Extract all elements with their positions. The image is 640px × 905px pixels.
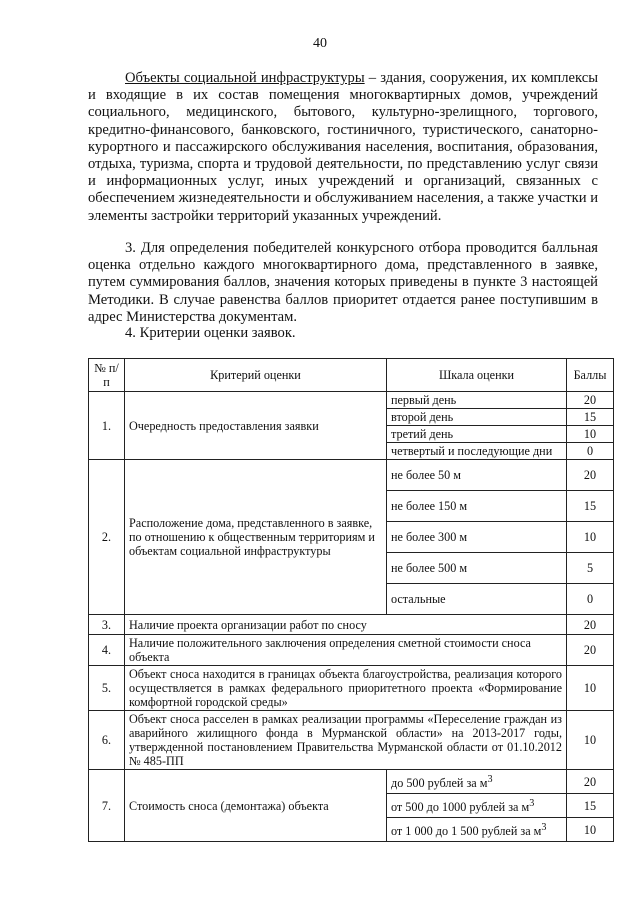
paragraph-social-infrastructure xyxy=(88,70,598,225)
scale-points: 0 xyxy=(567,584,614,615)
paragraph-definition-text: – здания, сооружения, их комплексы и входящие в их состав помещения многоквартирных домов, учреждений социального, медицинского, бытового, культурно-зрелищного, торгового, кредитно-финансового, банковского, гостиничного, туристического, санаторно-курортного и пассажирского обслуживания населения, воспитания, образования, отдыха, туризма, спорта и трудовой деятельности, по представлению услуг связи и информационных услуг, иных учреждений и организаций, связанных с обеспечением жизнедеятельности и обслуживанием населения, а также участки и элементы застройки территорий указанных учреждений. xyxy=(88,70,599,224)
scale-label: четвертый и последующие дни xyxy=(387,443,567,460)
row-criterion: Стоимость сноса (демонтажа) объекта xyxy=(125,770,387,842)
row-num: 7. xyxy=(89,770,125,842)
row-points: 20 xyxy=(567,635,614,666)
table-header-row xyxy=(89,359,614,392)
row-points: 10 xyxy=(567,666,614,711)
header-scale: Шкала оценки xyxy=(387,359,567,392)
scale-label: третий день xyxy=(387,426,567,443)
table-row xyxy=(89,666,614,711)
scale-points: 15 xyxy=(567,409,614,426)
scale-points: 20 xyxy=(567,460,614,491)
row-criterion: Объект сноса находится в границах объекта благоустройства, реализация которого осуществляется в рамках федерального приоритетного проекта «Формирование комфортной городской среды» xyxy=(125,666,567,711)
row-num: 6. xyxy=(89,711,125,770)
table-row xyxy=(89,635,614,666)
row-criterion: Расположение дома, представленного в заявке, по отношению к общественным территориям и объектам социальной инфраструктуры xyxy=(125,460,387,615)
scale-points: 0 xyxy=(567,443,614,460)
page-number: 40 xyxy=(313,36,327,51)
row-criterion: Объект сноса расселен в рамках реализации программы «Переселение граждан из аварийного жилищного фонда в Мурманской области» на 2013-2017 годы, утвержденной постановлением Правительства Мурманской области от 01.10.2012 № 485-ПП xyxy=(125,711,567,770)
table-row xyxy=(89,460,614,491)
scale-label: первый день xyxy=(387,392,567,409)
row-criterion: Наличие проекта организации работ по сносу xyxy=(125,615,567,635)
scale-label xyxy=(387,770,567,794)
scale-unit-sup: 3 xyxy=(529,797,535,809)
scale-label-text: от 500 до 1000 рублей за м xyxy=(391,800,530,815)
scale-points: 20 xyxy=(567,770,614,794)
table-row xyxy=(89,711,614,770)
scale-unit-sup: 3 xyxy=(541,821,547,833)
scale-label: не более 150 м xyxy=(387,491,567,522)
paragraph-scoring-method: 3. Для определения победителей конкурсного отбора проводится балльная оценка отдельно каждого многоквартирного дома, представленного в заявке, путем суммирования баллов, значения которых приведены в пункте 3 настоящей Методики. В случае равенства баллов приоритет отдается ранее поступившим в адрес Министерства документам. xyxy=(88,240,598,325)
scale-points: 10 xyxy=(567,522,614,553)
scale-label: остальные xyxy=(387,584,567,615)
row-criterion: Очередность предоставления заявки xyxy=(125,392,387,460)
row-points: 20 xyxy=(567,615,614,635)
scale-points: 5 xyxy=(567,553,614,584)
scale-points: 10 xyxy=(567,818,614,842)
header-num: № п/п xyxy=(89,359,125,392)
header-criterion: Критерий оценки xyxy=(125,359,387,392)
row-num: 2. xyxy=(89,460,125,615)
scale-unit-sup: 3 xyxy=(487,773,493,785)
scale-label: второй день xyxy=(387,409,567,426)
term-social-infrastructure: Объекты социальной инфраструктуры xyxy=(125,70,365,86)
scale-label xyxy=(387,794,567,818)
table-row xyxy=(89,392,614,409)
criteria-table xyxy=(88,358,614,842)
paragraph-criteria-heading: 4. Критерии оценки заявок. xyxy=(125,325,296,341)
header-points: Баллы xyxy=(567,359,614,392)
scale-label-text: от 1 000 до 1 500 рублей за м xyxy=(391,824,542,839)
scale-points: 15 xyxy=(567,794,614,818)
scale-label: не более 300 м xyxy=(387,522,567,553)
row-num: 1. xyxy=(89,392,125,460)
scale-label xyxy=(387,818,567,842)
scale-points: 10 xyxy=(567,426,614,443)
row-num: 4. xyxy=(89,635,125,666)
row-criterion: Наличие положительного заключения определения сметной стоимости сноса объекта xyxy=(125,635,567,666)
scale-label-text: до 500 рублей за м xyxy=(391,776,488,791)
scale-label: не более 500 м xyxy=(387,553,567,584)
scale-label: не более 50 м xyxy=(387,460,567,491)
scale-points: 15 xyxy=(567,491,614,522)
row-num: 3. xyxy=(89,615,125,635)
row-points: 10 xyxy=(567,711,614,770)
scale-points: 20 xyxy=(567,392,614,409)
table-row xyxy=(89,770,614,794)
table-row xyxy=(89,615,614,635)
row-num: 5. xyxy=(89,666,125,711)
